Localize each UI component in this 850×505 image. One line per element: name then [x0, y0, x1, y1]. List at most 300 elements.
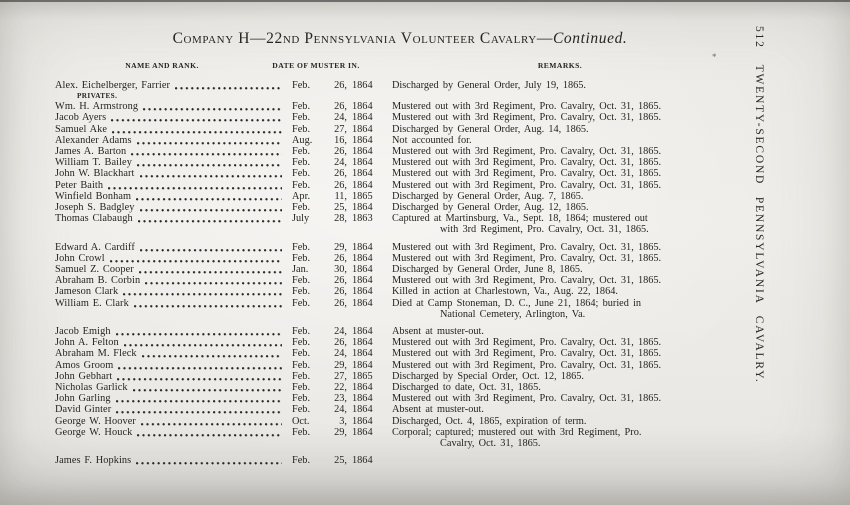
- remarks-cell: [392, 382, 797, 393]
- dot-leader: [175, 80, 282, 91]
- soldier-name: Jacob Ayers: [55, 112, 107, 124]
- dot-leader: [142, 348, 282, 359]
- muster-year: 1864: [352, 146, 373, 158]
- muster-day: 29,: [334, 359, 347, 371]
- muster-date-cell: [292, 326, 392, 337]
- remarks-cell: [392, 146, 797, 157]
- muster-day: 26,: [334, 337, 347, 349]
- name-cell: [55, 371, 292, 382]
- running-title: TWENTY-SECOND PENNSYLVANIA CAVALRY.: [753, 64, 765, 384]
- muster-date-cell: [292, 146, 392, 157]
- soldier-name: Amos Groom: [55, 359, 114, 371]
- muster-month: Feb.: [292, 382, 311, 394]
- remarks-line: Absent at muster-out.: [392, 326, 484, 338]
- muster-date-cell: [292, 135, 392, 146]
- muster-day: 29,: [334, 241, 347, 253]
- dot-leader: [116, 326, 282, 337]
- muster-day: 26,: [334, 297, 347, 309]
- remarks-cell: [392, 101, 797, 112]
- muster-year: 1864: [352, 112, 373, 124]
- name-cell: [55, 168, 292, 179]
- remarks-cell: [392, 298, 797, 320]
- muster-date-cell: [292, 242, 392, 253]
- name-cell: [55, 213, 292, 224]
- name-cell: [55, 382, 292, 393]
- muster-year: 1864: [352, 252, 373, 264]
- dot-leader: [131, 146, 282, 157]
- muster-month: Feb.: [292, 326, 311, 338]
- soldier-name: Alexander Adams: [55, 134, 132, 146]
- remarks-line: Mustered out with 3rd Regiment, Pro. Cavalry, Oct. 31, 1865.: [392, 241, 662, 253]
- dot-leader: [137, 427, 282, 438]
- remarks-cell: [392, 213, 797, 235]
- muster-year: 1864: [352, 101, 373, 113]
- muster-day: 24,: [334, 157, 347, 169]
- remarks-cell: [392, 80, 797, 91]
- muster-month: Apr.: [292, 190, 311, 202]
- dot-leader: [110, 253, 282, 264]
- soldier-name: John W. Blackhart: [55, 168, 135, 180]
- muster-year: 1864: [352, 382, 373, 394]
- name-cell: [55, 286, 292, 297]
- remarks-line: Discharged by Special Order, Oct. 12, 1865.: [392, 370, 585, 382]
- muster-month: Jan.: [292, 264, 309, 276]
- muster-day: 16,: [334, 134, 347, 146]
- dot-leader: [111, 112, 282, 123]
- title-continued: Continued.: [552, 30, 628, 47]
- soldier-name: William T. Bailey: [55, 157, 132, 169]
- column-header-remarks: REMARKS.: [537, 61, 583, 70]
- remarks-cell: [392, 253, 797, 264]
- remarks-line: Mustered out with 3rd Regiment, Pro. Cavalry, Oct. 31, 1865.: [392, 101, 662, 113]
- muster-year: 1864: [352, 393, 373, 405]
- muster-day: 26,: [334, 179, 347, 191]
- remarks-line: Discharged to date, Oct. 31, 1865.: [392, 382, 541, 394]
- soldier-name: John Garling: [55, 393, 111, 405]
- muster-month: Feb.: [292, 146, 311, 158]
- muster-month: Feb.: [292, 426, 311, 438]
- soldier-name: David Ginter: [55, 404, 112, 416]
- table-row: [55, 101, 797, 112]
- print-fleck: *: [712, 52, 717, 62]
- muster-year: 1865: [352, 190, 373, 202]
- remarks-line: Mustered out with 3rd Regiment, Pro. Cavalry, Oct. 31, 1865.: [392, 348, 662, 360]
- remarks-cell: [392, 348, 797, 359]
- dot-leader: [117, 371, 282, 382]
- remarks-cell: [392, 337, 797, 348]
- dot-leader: [112, 124, 282, 135]
- muster-date-cell: [292, 202, 392, 213]
- soldier-name: John A. Felton: [55, 337, 119, 349]
- muster-day: 26,: [334, 275, 347, 287]
- muster-year: 1865: [352, 370, 373, 382]
- soldier-name: John Crowl: [55, 252, 105, 264]
- table-row: [55, 202, 797, 213]
- remarks-cell: [392, 191, 797, 202]
- muster-year: 1864: [352, 241, 373, 253]
- name-cell: [55, 146, 292, 157]
- name-cell: [55, 393, 292, 404]
- muster-date-cell: [292, 360, 392, 371]
- name-cell: [55, 242, 292, 253]
- muster-day: 29,: [334, 426, 347, 438]
- remarks-line: Discharged by General Order, Aug. 7, 1865.: [392, 190, 584, 202]
- muster-month: Feb.: [292, 252, 311, 264]
- name-cell: [55, 427, 292, 438]
- muster-day: 3,: [339, 415, 347, 427]
- remarks-cell: [392, 427, 797, 449]
- table-row: [55, 124, 797, 135]
- remarks-cell: [392, 371, 797, 382]
- dot-leader: [133, 382, 282, 393]
- muster-year: 1864: [352, 275, 373, 287]
- muster-date-cell: [292, 253, 392, 264]
- table-subheader: [55, 91, 797, 101]
- table-row: [55, 168, 797, 179]
- remarks-line: Mustered out with 3rd Regiment, Pro. Cavalry, Oct. 31, 1865.: [392, 146, 662, 158]
- muster-year: 1864: [352, 297, 373, 309]
- muster-date-cell: [292, 112, 392, 123]
- muster-month: Feb.: [292, 157, 311, 169]
- muster-year: 1863: [352, 213, 373, 225]
- name-cell: [55, 404, 292, 415]
- muster-day: 27,: [334, 123, 347, 135]
- table-row: [55, 112, 797, 123]
- dot-leader: [137, 135, 282, 146]
- muster-month: Feb.: [292, 123, 311, 135]
- table-row: [55, 298, 797, 320]
- muster-month: Feb.: [292, 393, 311, 405]
- name-cell: [55, 326, 292, 337]
- muster-month: Feb.: [292, 370, 311, 382]
- remarks-cell: [392, 157, 797, 168]
- page-number: 512: [753, 26, 765, 49]
- muster-month: Feb.: [292, 404, 311, 416]
- muster-date-cell: [292, 101, 392, 112]
- dot-leader: [143, 101, 282, 112]
- muster-year: 1864: [352, 202, 373, 214]
- remarks-line: Killed in action at Charlestown, Va., Aug. 22, 1864.: [392, 286, 618, 298]
- name-cell: [55, 191, 292, 202]
- muster-year: 1864: [352, 415, 373, 427]
- muster-month: Feb.: [292, 179, 311, 191]
- soldier-name: Peter Baith: [55, 179, 104, 191]
- muster-date-cell: [292, 298, 392, 309]
- muster-day: 23,: [334, 393, 347, 405]
- muster-year: 1864: [352, 123, 373, 135]
- remarks-line: Mustered out with 3rd Regiment, Pro. Cavalry, Oct. 31, 1865.: [392, 157, 662, 169]
- table-row: [55, 157, 797, 168]
- remarks-line: Mustered out with 3rd Regiment, Pro. Cavalry, Oct. 31, 1865.: [392, 393, 662, 405]
- table-row: [55, 80, 797, 91]
- remarks-cell: [392, 264, 797, 275]
- name-cell: [55, 360, 292, 371]
- remarks-line: Discharged by General Order, July 19, 1865.: [392, 80, 587, 91]
- muster-month: Feb.: [292, 359, 311, 371]
- muster-month: Feb.: [292, 286, 311, 298]
- muster-date-cell: [292, 393, 392, 404]
- soldier-name: Edward A. Cardiff: [55, 241, 135, 253]
- dot-leader: [134, 298, 282, 309]
- table-row: [55, 348, 797, 359]
- remarks-line: Discharged by General Order, Aug. 14, 1865.: [392, 123, 589, 135]
- name-cell: [55, 180, 292, 191]
- remarks-line: Mustered out with 3rd Regiment, Pro. Cavalry, Oct. 31, 1865.: [392, 359, 662, 371]
- remarks-line: Discharged by General Order, Aug. 12, 1865.: [392, 202, 589, 214]
- dot-leader: [116, 404, 282, 415]
- muster-date-cell: [292, 191, 392, 202]
- dot-leader: [116, 393, 282, 404]
- name-cell: [55, 157, 292, 168]
- muster-date-cell: [292, 286, 392, 297]
- remarks-line: Corporal; captured; mustered out with 3rd Regiment, Pro.: [392, 426, 642, 438]
- page-title: [40, 30, 760, 48]
- remarks-cell: [392, 393, 797, 404]
- soldier-name: Samuel Ake: [55, 123, 108, 135]
- soldier-name: Thomas Clabaugh: [55, 213, 133, 225]
- soldier-name: Winfield Bonham: [55, 190, 132, 202]
- muster-month: Feb.: [292, 275, 311, 287]
- name-cell: [55, 101, 292, 112]
- dot-leader: [145, 275, 282, 286]
- remarks-cell: [392, 360, 797, 371]
- remarks-line: Discharged by General Order, June 8, 1865.: [392, 264, 583, 276]
- muster-month: Feb.: [292, 202, 311, 214]
- remarks-line: Mustered out with 3rd Regiment, Pro. Cavalry, Oct. 31, 1865.: [392, 168, 662, 180]
- muster-date-cell: [292, 180, 392, 191]
- column-header-date-of-muster-in: DATE OF MUSTER IN.: [272, 61, 360, 70]
- muster-day: 26,: [334, 146, 347, 158]
- muster-year: 1864: [352, 455, 373, 467]
- table-row: [55, 404, 797, 415]
- remarks-line: Mustered out with 3rd Regiment, Pro. Cavalry, Oct. 31, 1865.: [392, 252, 662, 264]
- remarks-cell: [392, 275, 797, 286]
- title-main: Company H—22nd Pennsylvania Volunteer Cavalry—: [172, 30, 553, 47]
- muster-month: Feb.: [292, 101, 311, 113]
- soldier-name: Nicholas Garlick: [55, 382, 128, 394]
- muster-day: 24,: [334, 404, 347, 416]
- dot-leader: [136, 455, 282, 466]
- soldier-name: William E. Clark: [55, 297, 129, 309]
- muster-date-cell: [292, 427, 392, 438]
- table-row: [55, 416, 797, 427]
- soldier-name: George W. Houck: [55, 426, 133, 438]
- muster-year: 1864: [352, 286, 373, 298]
- remarks-line: with 3rd Regiment, Pro. Cavalry, Oct. 31, 1865.: [440, 224, 649, 236]
- table-row: [55, 275, 797, 286]
- remarks-cell: [392, 180, 797, 191]
- muster-year: 1864: [352, 264, 373, 276]
- soldier-name: George W. Hoover: [55, 415, 136, 427]
- muster-day: 26,: [334, 168, 347, 180]
- muster-month: Feb.: [292, 80, 311, 91]
- table-row: [55, 264, 797, 275]
- name-cell: [55, 337, 292, 348]
- muster-date-cell: [292, 348, 392, 359]
- soldier-name: Alex. Eichelberger, Farrier: [55, 80, 171, 91]
- remarks-cell: [392, 124, 797, 135]
- dot-leader: [137, 157, 282, 168]
- remarks-cell: [392, 112, 797, 123]
- muster-year: 1864: [352, 80, 373, 91]
- muster-month: Feb.: [292, 348, 311, 360]
- remarks-line: Mustered out with 3rd Regiment, Pro. Cavalry, Oct. 31, 1865.: [392, 337, 662, 349]
- name-cell: [55, 416, 292, 427]
- muster-year: 1864: [352, 157, 373, 169]
- remarks-line: Mustered out with 3rd Regiment, Pro. Cavalry, Oct. 31, 1865.: [392, 112, 662, 124]
- muster-date-cell: [292, 371, 392, 382]
- table-row: [55, 253, 797, 264]
- muster-date-cell: [292, 124, 392, 135]
- dot-leader: [124, 337, 282, 348]
- name-cell: [55, 275, 292, 286]
- soldier-name: James F. Hopkins: [55, 455, 132, 467]
- name-cell: [55, 298, 292, 309]
- muster-day: 30,: [334, 264, 347, 276]
- table-row: [55, 382, 797, 393]
- table-row: [55, 326, 797, 337]
- dot-leader: [136, 191, 282, 202]
- soldier-name: Jameson Clark: [55, 286, 119, 298]
- muster-date-cell: [292, 416, 392, 427]
- name-cell: [55, 253, 292, 264]
- table-row: [55, 360, 797, 371]
- name-cell: [55, 348, 292, 359]
- muster-date-cell: [292, 404, 392, 415]
- muster-month: Feb.: [292, 241, 311, 253]
- column-header-name-and-rank: NAME AND RANK.: [125, 61, 199, 70]
- muster-year: 1864: [352, 404, 373, 416]
- muster-year: 1864: [352, 337, 373, 349]
- table-row: [55, 427, 797, 449]
- remarks-cell: [392, 404, 797, 415]
- table-row: [55, 286, 797, 297]
- remarks-line: Captured at Martinsburg, Va., Sept. 18, 1864; mustered out: [392, 213, 648, 225]
- muster-day: 26,: [334, 252, 347, 264]
- muster-date-cell: [292, 264, 392, 275]
- muster-month: Aug.: [292, 134, 313, 146]
- name-cell: [55, 455, 292, 466]
- remarks-line: Not accounted for.: [392, 134, 472, 146]
- name-cell: [55, 135, 292, 146]
- muster-month: Feb.: [292, 297, 311, 309]
- name-cell: [55, 264, 292, 275]
- muster-year: 1864: [352, 179, 373, 191]
- soldier-name: James A. Barton: [55, 146, 127, 158]
- scan-edge: [0, 0, 850, 2]
- soldier-name: Abraham M. Fleck: [55, 348, 137, 360]
- name-cell: [55, 202, 292, 213]
- dot-leader: [118, 360, 282, 371]
- dot-leader: [123, 286, 282, 297]
- muster-year: 1864: [352, 426, 373, 438]
- muster-day: 26,: [334, 101, 347, 113]
- remarks-line: Discharged, Oct. 4, 1865, expiration of term.: [392, 415, 587, 427]
- dot-leader: [139, 264, 282, 275]
- soldier-name: John Gebhart: [55, 370, 113, 382]
- table-row: [55, 242, 797, 253]
- remarks-cell: [392, 168, 797, 179]
- remarks-cell: [392, 286, 797, 297]
- remarks-cell: [392, 416, 797, 427]
- dot-leader: [140, 202, 283, 213]
- table-row: [55, 371, 797, 382]
- muster-day: 25,: [334, 455, 347, 467]
- table-row: [55, 191, 797, 202]
- remarks-cell: [392, 135, 797, 146]
- muster-day: 26,: [334, 286, 347, 298]
- soldier-name: Joseph S. Badgley: [55, 202, 135, 214]
- dot-leader: [138, 213, 282, 224]
- muster-date-cell: [292, 157, 392, 168]
- soldier-name: Wm. H. Armstrong: [55, 101, 139, 113]
- remarks-line: National Cemetery, Arlington, Va.: [440, 308, 586, 320]
- remarks-line: Mustered out with 3rd Regiment, Pro. Cavalry, Oct. 31, 1865.: [392, 179, 662, 191]
- muster-day: 24,: [334, 326, 347, 338]
- soldier-name: Abraham B. Corbin: [55, 275, 141, 287]
- table-row: [55, 455, 797, 466]
- remarks-line: Mustered out with 3rd Regiment, Pro. Cavalry, Oct. 31, 1865.: [392, 275, 662, 287]
- muster-date-cell: [292, 275, 392, 286]
- remarks-line: Died at Camp Stoneman, D. C., June 21, 1864; buried in: [392, 297, 642, 309]
- muster-month: Feb.: [292, 168, 311, 180]
- muster-date-cell: [292, 80, 392, 91]
- muster-date-cell: [292, 382, 392, 393]
- table-row: [55, 213, 797, 235]
- muster-year: 1864: [352, 168, 373, 180]
- dot-leader: [108, 180, 282, 191]
- remarks-cell: [392, 202, 797, 213]
- muster-month: Oct.: [292, 415, 310, 427]
- muster-date-cell: [292, 168, 392, 179]
- muster-year: 1864: [352, 326, 373, 338]
- remarks-cell: [392, 326, 797, 337]
- soldier-name: Samuel Z. Cooper: [55, 264, 134, 276]
- name-cell: [55, 124, 292, 135]
- dot-leader: [140, 168, 283, 179]
- muster-day: 11,: [334, 190, 347, 202]
- muster-day: 24,: [334, 112, 347, 124]
- muster-day: 22,: [334, 382, 347, 394]
- table-row: [55, 135, 797, 146]
- table-row: [55, 146, 797, 157]
- roster-table: [55, 80, 797, 467]
- remarks-cell: [392, 455, 797, 466]
- dot-leader: [141, 416, 282, 427]
- name-cell: [55, 80, 292, 91]
- muster-date-cell: [292, 455, 392, 466]
- muster-day: 26,: [334, 80, 347, 91]
- remarks-line: Absent at muster-out.: [392, 404, 484, 416]
- muster-month: Feb.: [292, 455, 311, 467]
- name-cell: [55, 112, 292, 123]
- remarks-cell: [392, 242, 797, 253]
- muster-year: 1864: [352, 348, 373, 360]
- muster-date-cell: [292, 337, 392, 348]
- privates-label: PRIVATES.: [77, 92, 118, 101]
- muster-month: Feb.: [292, 112, 311, 124]
- remarks-line: Cavalry, Oct. 31, 1865.: [440, 438, 541, 450]
- table-row: [55, 393, 797, 404]
- soldier-name: Jacob Emigh: [55, 326, 111, 338]
- muster-date-cell: [292, 213, 392, 224]
- table-row: [55, 337, 797, 348]
- rotated-page-margin: [753, 26, 765, 478]
- muster-month: July: [292, 213, 310, 225]
- muster-year: 1864: [352, 359, 373, 371]
- table-row: [55, 180, 797, 191]
- muster-day: 28,: [334, 213, 347, 225]
